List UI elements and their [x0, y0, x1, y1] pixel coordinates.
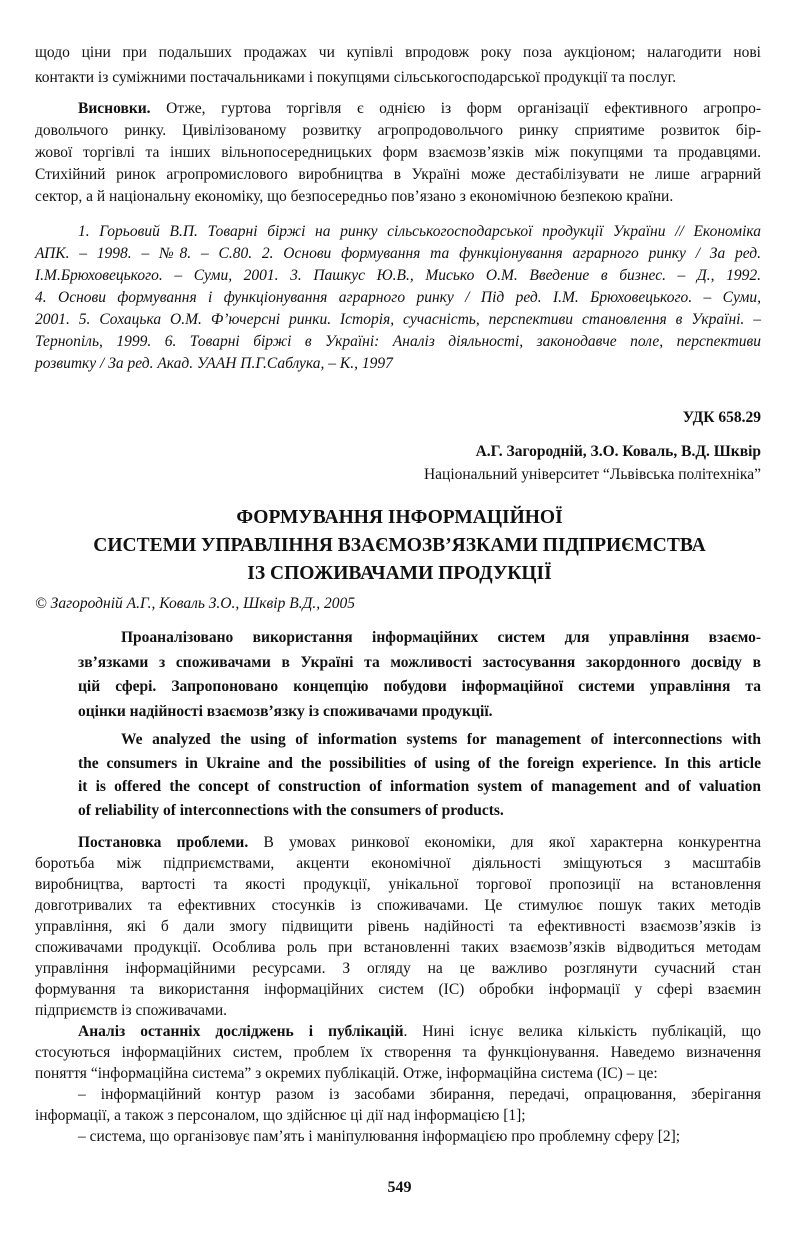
line-text: довольчого ринку. Цивілізованому розвитку агропродовольчого ринку сприятиме розвиток бір-: [35, 122, 761, 139]
title-line: ФОРМУВАННЯ ІНФОРМАЦІЙНОЇ: [236, 507, 563, 528]
line-text: І.М.Брюховецького. – Суми, 2001. 3. Пашкус Ю.В., Мисько О.М. Введение в бизнес. – Д., 1992.: [35, 267, 761, 284]
line-text: щодо ціни при подальших продажах чи купівлі впродовж року поза аукціоном; налагодити нові: [35, 44, 761, 61]
line-text: . Нині існує велика кількість публікацій, що: [403, 1023, 761, 1040]
abstract-english: [78, 728, 761, 822]
text-line: [78, 675, 761, 700]
author-affiliation: Національний університет “Львівська політехніка”: [423, 466, 761, 483]
text-line: [35, 142, 761, 164]
line-text: інформації, а також з персоналом, що здійснює ці дії над інформацією [1];: [35, 1107, 526, 1124]
line-text: 4. Основи формування і функціонування аграрного ринку / Під ред. І.М. Брюховецького. – Суми,: [35, 289, 761, 306]
text-line: [78, 752, 761, 776]
section-heading: Постановка проблеми.: [78, 834, 249, 851]
line-text: В умовах ринкової економіки, для якої характерна конкурентна: [248, 834, 761, 851]
title-line: СИСТЕМИ УПРАВЛІННЯ ВЗАЄМОЗВ’ЯЗКАМИ ПІДПРИЄМСТВА: [93, 535, 706, 556]
text-line: [35, 916, 761, 937]
line-text: боротьба між підприємствами, акценти економічної діяльності зміщуються з масштабів: [35, 855, 761, 872]
line-text: оцінки надійності взаємозв’язку із споживачами продукції.: [78, 702, 493, 720]
text-line: [35, 98, 761, 120]
line-text: 2001. 5. Сохацька О.М. Ф’ючерсні ринки. Історія, сучасність, перспективи становлення в Україні. –: [35, 311, 761, 328]
line-text: the consumers in Ukraine and the possibilities of using of the foreign experience. In this article: [78, 754, 761, 772]
text-line: [35, 1084, 761, 1105]
page-number: 549: [387, 1179, 412, 1196]
line-text: управління, які б дали змогу підвищити рівень надійності та ефективності взаємозв’язків із: [35, 918, 761, 935]
line-text: підприємств із споживачами.: [35, 1002, 228, 1019]
text-line: [35, 265, 761, 287]
text-line: [35, 186, 761, 208]
udk-code: УДК 658.29: [682, 409, 761, 426]
title-line: ІЗ СПОЖИВАЧАМИ ПРОДУКЦІЇ: [247, 563, 552, 584]
paragraph-continuation: [35, 40, 761, 90]
text-line: [35, 120, 761, 142]
text-line: [35, 1063, 761, 1084]
line-text: споживачами продукції. Особлива роль при встановленні таких взаємозв’язків відводиться методам: [35, 939, 761, 956]
line-text: цій сфері. Запропоновано концепцію побудови інформаційної системи управління та: [78, 678, 761, 695]
text-line: [35, 287, 761, 309]
line-text: довготривалих та ефективних стосунків із споживачами. Це стимулює пошук таких методів: [35, 897, 761, 914]
line-text: it is offered the concept of construction of information system of management and of valuation: [78, 778, 761, 795]
line-text: формування та використання інформаційних систем (ІС) обробки інформації у сфері взаємин: [35, 981, 761, 998]
text-line: [35, 309, 761, 331]
text-line: [35, 221, 761, 243]
line-text: АПК. – 1998. – №8. – С.80. 2. Основи формування та функціонування аграрного ринку / За ред.: [35, 245, 761, 262]
copyright-notice: © Загородній А.Г., Коваль З.О., Шквір В.Д., 2005: [35, 595, 356, 612]
line-text: сектор, а й національну економіку, що безпосередньо пов’язано з економічною безпекою країни.: [35, 188, 674, 205]
line-text: We analyzed the using of information systems for management of interconnections with: [121, 731, 761, 748]
article-authors: А.Г. Загородній, З.О. Коваль, В.Д. Шквір: [475, 443, 761, 460]
line-text: контакти із суміжними постачальниками і покупцями сільськогосподарської продукції та послуг.: [35, 69, 677, 86]
text-line: [35, 331, 761, 353]
text-line: [78, 626, 761, 651]
text-line: [35, 958, 761, 979]
text-line: [35, 164, 761, 186]
text-line: [78, 700, 761, 725]
line-text: Проаналізовано використання інформаційних систем для управління взаємо-: [121, 629, 761, 646]
section-heading: Висновки.: [78, 100, 151, 117]
article-title: [0, 504, 799, 588]
line-text: – інформаційний контур разом із засобами збирання, передачі, опрацювання, зберігання: [78, 1086, 761, 1103]
text-line: [35, 853, 761, 874]
line-text: Отже, гуртова торгівля є однією із форм організації ефективного агропро-: [150, 100, 761, 117]
text-line: [35, 937, 761, 958]
text-line: [35, 353, 761, 375]
text-line: [35, 243, 761, 265]
line-text: of reliability of interconnections with the consumers of products.: [78, 801, 504, 819]
line-text: Стихійний ринок агропромислового виробництва в Україні може дестабілізувати не лише аграрний: [35, 166, 761, 183]
text-line: [35, 1105, 761, 1126]
line-text: поняття “інформаційна система” з окремих публікацій. Отже, інформаційна система (ІС) – це:: [35, 1065, 658, 1082]
line-text: жової торгівлі та інших вільнопосередницьких форм взаємозв’язків між покупцями та продавцями.: [35, 144, 761, 161]
text-line: [78, 799, 761, 823]
line-text: Тернопіль, 1999. 6. Товарні біржі в Україні: Аналіз діяльності, законодавче поле, перспективи: [35, 333, 761, 350]
text-line: [35, 1000, 761, 1021]
text-line: [35, 1042, 761, 1063]
text-line: [35, 1021, 761, 1042]
article-body: [35, 832, 761, 1147]
paragraph-conclusions: [35, 98, 761, 208]
text-line: [35, 979, 761, 1000]
text-line: [35, 1126, 761, 1147]
section-heading: Аналіз останніх досліджень і публікацій: [78, 1023, 404, 1040]
text-line: [78, 651, 761, 676]
line-text: 1. Горьовий В.П. Товарні біржі на ринку сільськогосподарської продукції України // Економіка: [78, 223, 761, 240]
text-line: [78, 775, 761, 799]
line-text: виробництва, вартості та якості продукції, унікальної торгової пропозиції на встановлення: [35, 876, 761, 893]
text-line: [78, 728, 761, 752]
references-list: [35, 221, 761, 375]
line-text: стосуються інформаційних систем, проблем їх створення та функціонування. Наведемо визначення: [35, 1044, 761, 1061]
text-line: [35, 40, 761, 65]
line-text: – система, що організовує пам’ять і маніпулювання інформацією про проблемну сферу [2];: [78, 1128, 681, 1145]
text-line: [35, 874, 761, 895]
line-text: управління інформаційними ресурсами. З огляду на це важливо розглянути сучасний стан: [35, 960, 761, 977]
line-text: розвитку / За ред. Акад. УААН П.Г.Саблука, – К., 1997: [35, 355, 393, 372]
text-line: [35, 832, 761, 853]
line-text: зв’язками з споживачами в Україні та можливості застосування закордонного досвіду в: [78, 653, 761, 671]
text-line: [35, 895, 761, 916]
text-line: [35, 65, 761, 90]
abstract-ukrainian: [78, 626, 761, 724]
